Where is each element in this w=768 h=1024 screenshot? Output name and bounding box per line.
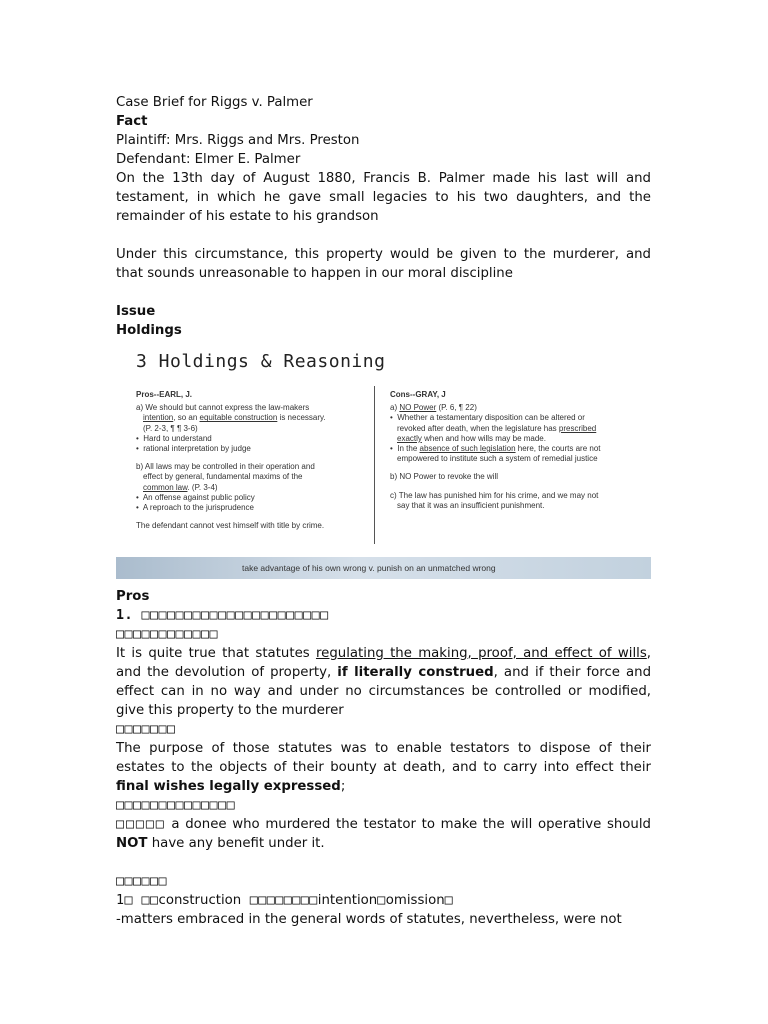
spacer (116, 226, 651, 245)
cons-point-c (390, 491, 635, 511)
pros-a-ref: (P. 2-3, ¶ ¶ 3-6) (143, 423, 198, 433)
bullet-text: when and how wills may be made. (421, 433, 546, 443)
cons-point-b: b) NO Power to revoke the will (390, 472, 499, 482)
spacer (116, 283, 651, 302)
text-run: It is quite true that statutes (116, 646, 316, 661)
pros-paragraph-2 (116, 739, 651, 796)
cons-header: Cons--GRAY, J (390, 390, 446, 399)
cons-a-bullet-2-line2: empowered to institute such a system of remedial justice (397, 454, 598, 464)
pros-a-line1: a) We should but cannot express the law-makers (136, 403, 310, 413)
bullet-text: here, the courts are not (515, 444, 601, 454)
cons-a-bullet-2: • In the absence of such legislation here, the courts are not (390, 444, 601, 454)
plaintiff-line: Plaintiff: Mrs. Riggs and Mrs. Preston (116, 133, 360, 148)
pros-paragraph-1 (116, 644, 651, 720)
text-run: have any benefit under it. (147, 836, 325, 851)
holdings-heading: Holdings (116, 323, 182, 338)
fact-paragraph-1: On the 13th day of August 1880, Francis B. Palmer made his last will and testament, in which he gave small legacies to his two daughters, and the remainder of his estate to his grandson (116, 171, 651, 224)
document-content (116, 93, 651, 929)
bullet-text: Whether a testamentary disposition can be altered or (397, 413, 585, 423)
pros-a-intention: intention (143, 413, 174, 423)
pros-a-line2 (136, 413, 366, 423)
pros-conclusion: The defendant cannot vest himself with title by crime. (136, 521, 325, 531)
cons-exactly: exactly (397, 433, 422, 443)
text-run: , and if their force and effect can in no way and under no circumstances be controlled or modified, give this property to the murderer (116, 665, 652, 718)
pros-item-1: 1. □□□□□□□□□□□□□□□□□□□□□□ (116, 608, 329, 623)
underlined-phrase: regulating the making, proof, and effect of wills (315, 646, 647, 661)
fact-paragraph-2: Under this circumstance, this property would be given to the murderer, and that sounds unreasonable to happen in our moral discipline (116, 247, 651, 281)
text-run: 1□ □□ (116, 893, 159, 908)
bullet-text: revoked after death, when the legislature has (397, 423, 559, 433)
cons-c-line2: say that it was an insufficient punishment. (397, 500, 545, 510)
bullet-text: Hard to understand (143, 433, 212, 443)
cons-a-bullet-1: • Whether a testamentary disposition can be altered or (390, 413, 585, 423)
bold-phrase: final wishes legally expressed (116, 779, 341, 794)
pros-b-line2: effect by general, fundamental maxims of the (143, 472, 303, 482)
pros-point-a (136, 403, 366, 454)
text-run: a donee who murdered the testator to make the will operative should (165, 817, 651, 832)
text-run: ; (340, 779, 346, 794)
pros-a-end: is necessary. (277, 413, 326, 423)
pros-item-2 (116, 891, 651, 910)
text-run: The purpose of those statutes was to enable testators to dispose of their estates to the objects of their bounty at death, and to carry into effect their (116, 741, 651, 775)
doc-title: Case Brief for Riggs v. Palmer (116, 95, 313, 110)
pros-a-equitable: equitable construction (199, 413, 278, 423)
bullet-text: A reproach to the jurisprudence (142, 503, 254, 513)
issue-heading: Issue (116, 304, 156, 319)
pros-b-line1: b) All laws may be controlled in their operation and (136, 462, 315, 472)
pros-subheading-3: □□□□□□□□□□□□□□ (116, 798, 236, 813)
pros-b-ref: . (P. 3-4) (187, 482, 218, 492)
bullet-text: An offense against public policy (142, 492, 255, 502)
pros-b-line3 (136, 483, 366, 493)
cons-a-line: a) NO Power (P. 6, ¶ 22) (390, 403, 477, 413)
fact-heading: Fact (116, 114, 148, 129)
cons-point-a (390, 403, 635, 464)
bullet-text: In the (397, 444, 420, 454)
pros-header: Pros--EARL, J. (136, 390, 193, 399)
pros-b-bullet-2: • A reproach to the jurisprudence (136, 503, 254, 513)
text-run: □□□□□□□□ (241, 893, 318, 908)
pros-subheading-2: □□□□□□□ (116, 722, 176, 737)
text-run: construction (158, 893, 242, 908)
pros-a-bullet-1: • Hard to understand (136, 433, 212, 443)
text-run: □□□□□ (116, 817, 166, 832)
pros-a-bullet-2: • rational interpretation by judge (136, 444, 251, 454)
bullet-text: rational interpretation by judge (143, 444, 251, 454)
pros-heading: Pros (116, 589, 150, 604)
defendant-line: Defendant: Elmer E. Palmer (116, 152, 301, 167)
bold-phrase: if literally construed (337, 665, 494, 680)
column-divider (374, 386, 375, 544)
bold-phrase: NOT (116, 836, 148, 851)
text-run: intention (317, 893, 378, 908)
cons-absence: absence of such legislation (419, 444, 516, 454)
holdings-slide-image (116, 346, 651, 579)
pros-b-common-law: common law (143, 482, 188, 492)
text-run: omission (385, 893, 445, 908)
text-run: □ (444, 893, 454, 908)
pros-b-bullet-1: • An offense against public policy (136, 492, 255, 502)
cons-column (390, 390, 635, 511)
pros-paragraph-3 (116, 815, 651, 853)
cons-a-no-power: NO Power (399, 403, 437, 413)
pros-last-line: -matters embraced in the general words of statutes, nevertheless, were not (116, 912, 622, 927)
cons-prescribed: prescribed (558, 423, 597, 433)
banner-text: take advantage of his own wrong v. punish on an unmatched wrong (242, 563, 496, 573)
text-run: , and the devolution of property, (116, 646, 651, 680)
pros-a-mid: , so an (173, 413, 200, 423)
slide-banner (116, 557, 651, 579)
pros-column (136, 390, 366, 531)
pros-point-b (136, 462, 366, 513)
pros-subheading-1: □□□□□□□□□□□□ (116, 627, 219, 642)
cons-a-ref: (P. 6, ¶ 22) (436, 403, 477, 413)
pros-subheading-4: □□□□□□ (116, 874, 168, 889)
slide-title: 3 Holdings & Reasoning (136, 351, 386, 372)
cons-a-bullet-1-line2 (390, 424, 635, 434)
cons-c-line1: c) The law has punished him for his crime, and we may not (390, 490, 599, 500)
cons-a-bullet-1-line3 (390, 434, 635, 444)
spacer (116, 853, 651, 872)
text-run: □ (377, 893, 386, 908)
